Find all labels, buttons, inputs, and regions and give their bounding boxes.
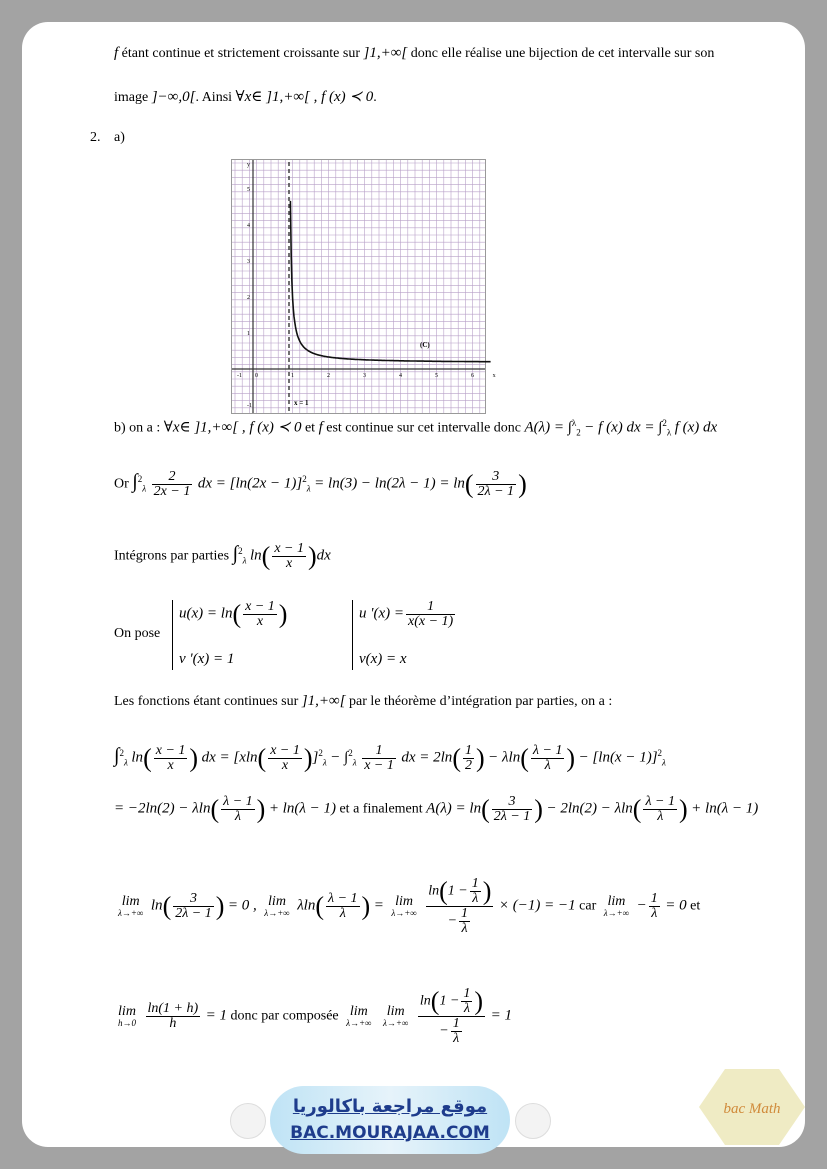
badge-text: bac Math	[723, 1101, 781, 1117]
footer-banner[interactable]	[270, 1086, 510, 1154]
text-line-b: b) on a : ∀x∈ ]1,+∞[ , f (x) ≺ 0 et f est continue sur cet intervalle donc A(λ) = ∫$^\lambda_2$ − f (x) dx = ∫$^2_\lambda$ f (x) dx	[114, 418, 718, 438]
y-tick-label: 4	[247, 223, 250, 229]
document-page	[22, 22, 805, 1147]
text-line-integrons: Intégrons par parties ∫$^2_\lambda$ ln( $\frac{x - 1}{x}$ )dx	[114, 541, 331, 571]
x-tick-label: x	[492, 373, 496, 379]
text-line-fonctions: Les fonctions étant continues sur ]1,+∞[ par le théorème d’intégration par parties, on a :	[114, 693, 613, 709]
bac-math-badge	[697, 1067, 807, 1147]
x-tick-label: 3	[363, 373, 366, 379]
f-symbol: f	[114, 45, 119, 61]
y-tick-label: y	[247, 161, 250, 168]
system-u-v: u(x) = ln( $\frac{x - 1}{x}$ ) v '(x) = 1	[172, 600, 179, 670]
site-logo-left	[230, 1103, 266, 1139]
graph-grid	[232, 160, 485, 413]
x-tick-label: 6	[471, 373, 474, 379]
equation-limits-2: lim h→0 $\frac{\ln(1 + h)}{h}$ = 1 donc par composée lim λ→+∞ lim λ→+∞ ln(1 − $\frac{1}{\lambda}$ ) − $\frac{1}{\lambda}$ = 1	[118, 986, 512, 1046]
y-tick-label: 5	[247, 187, 250, 193]
y-tick-label: 1	[247, 331, 250, 337]
question-part-a: a)	[114, 130, 125, 145]
question-number: 2.	[90, 130, 101, 145]
x-tick-label: 1	[291, 373, 294, 379]
equation-integration-parts: ∫$^2_\lambda$ ln( $\frac{x - 1}{x}$ ) dx = [xln( $\frac{x - 1}{x}$ )]$^2_\lambda$ − ∫$^2_\lambda$ $\frac{1}{x - 1}$ dx = 2ln( $\frac{1}{2}$ ) − λln( $\frac{\lambda - 1}{\lambda}$ ) − $[\ln(x - 1)]^2_\lambda$	[114, 743, 666, 773]
equation-limits-1: lim λ→+∞ ln( $\frac{3}{2\lambda - 1}$ ) = 0 , lim λ→+∞ λln( $\frac{\lambda - 1}{\lambda}$ ) = lim λ→+∞ ln(1 − $\frac{1}{\lambda}$ ) − $\frac{1}{\lambda}$ × (−1) = −1 car lim λ→+∞ − $\frac{1}{\lambda}$ = 0 et	[118, 876, 701, 936]
x-tick-label: 4	[399, 373, 402, 379]
x-tick-label: -1	[237, 373, 242, 379]
y-tick-label: 3	[247, 259, 250, 265]
system-derivatives: u '(x) = $\frac{1}{x(x - 1)}$ v(x) = x	[352, 600, 359, 670]
text-line-1: f étant continue et strictement croissante sur ]1,+∞[ donc elle réalise une bijection de cet intervalle sur son	[114, 45, 715, 61]
asymptote-label: x = 1	[294, 399, 309, 407]
y-tick-label: -1	[247, 403, 252, 409]
footer-arabic[interactable]: موقع مراجعة باكالوريا	[292, 1096, 488, 1117]
curve-label: (C)	[420, 341, 430, 349]
curve-c	[290, 201, 490, 362]
footer-url[interactable]: BAC.MOURAJAA.COM	[290, 1123, 490, 1143]
text-line-2: image ]−∞,0[. Ainsi ∀x∈ ]1,+∞[ , f (x) ≺ 0.	[114, 89, 377, 105]
text-on-pose: On pose	[114, 626, 161, 641]
x-tick-label: 0	[255, 373, 258, 379]
x-tick-label: 2	[327, 373, 330, 379]
y-tick-label: 2	[247, 295, 250, 301]
text-line-or: Or ∫$^2_\lambda$ $\frac{2}{2x - 1}$ dx = $[\ln(2x - 1)]^2_\lambda = \ln(3) - \ln(2\lambda - 1) = \ln$( $\frac{3}{2\lambda - 1}$ )	[114, 469, 527, 499]
x-tick-label: 5	[435, 373, 438, 379]
function-graph	[231, 159, 496, 414]
equation-final-a: = −2ln(2) − λln( $\frac{\lambda - 1}{\lambda}$ ) + ln(λ − 1) et a finalement A(λ) = ln( $\frac{3}{2\lambda - 1}$ ) − 2ln(2) − λln( $\frac{\lambda - 1}{\lambda}$ ) + ln(λ − 1)	[114, 794, 759, 824]
site-logo-right	[515, 1103, 551, 1139]
graph-canvas	[232, 160, 496, 413]
